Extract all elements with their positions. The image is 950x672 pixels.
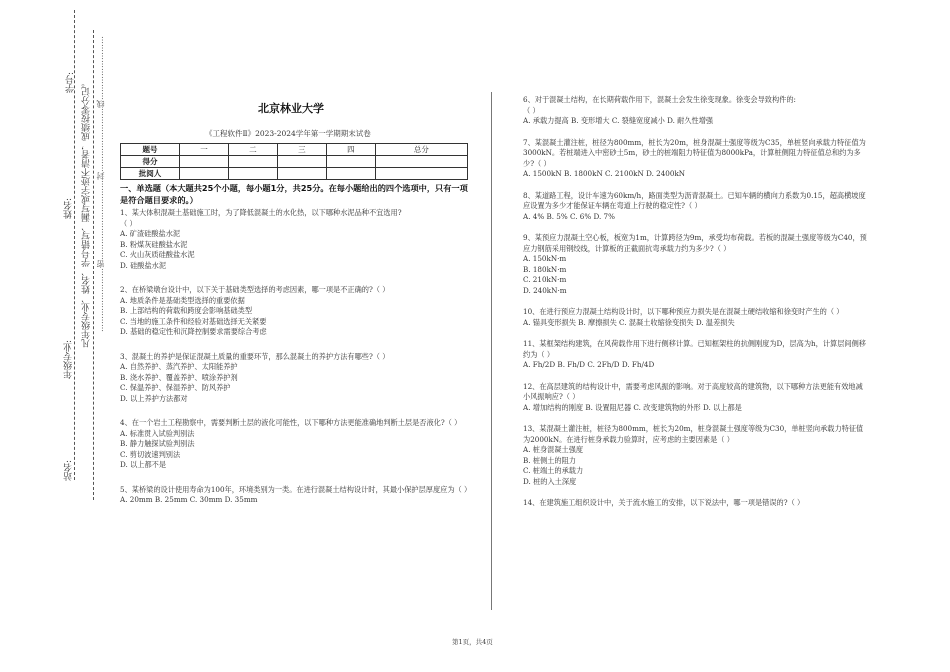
question-stem: 2、在桥梁墩台设计中，以下关于基础类型选择的考虑因素，哪一项是不正确的?（ ） [120,285,390,294]
question-block [120,485,472,506]
question-stem: 7、某混凝土灌注桩，桩径为800mm，桩长为20m，桩身混凝土强度等级为C35，单桩竖向承载力特征值为3000kN。若桩端进入中密砂土5m，砂土的桩端阻力特征值为8000kPa，计算桩侧阻力特征值总和约为多少?（ ） [523,137,866,168]
question-stem: 10、在进行预应力混凝土结构设计时，以下哪种预应力损失是在混凝土硬结收缩和徐变时产生的（ ） [523,307,844,316]
answer-option: B. 180kN·m [523,264,567,274]
answer-option: B. 上部结构的荷载和跨度会影响基础类型 [120,306,253,315]
score-cell: 一 [180,144,229,156]
question-stem: 4、在一个岩土工程勘察中，需要判断土层的液化可能性，以下哪种方法更能准确地判断土层是否液化?（ ） [120,418,462,427]
binding-line-left [74,10,75,480]
section-heading: 一、单选题（本大题共25个小题，每小题1分，共25分。在每小题给出的四个选项中，只有一项是符合题目要求的。） [120,183,468,205]
left-question-column [120,208,472,506]
answer-option: D. 以上养护方法都对 [120,393,188,403]
answer-option: A. 承载力提高 B. 变形增大 C. 裂缝宽度减小 D. 耐久性增强 [523,116,714,125]
question-block [523,191,868,234]
answer-option: D. 硅酸盐水泥 [120,260,167,270]
score-row-label: 得分 [121,156,180,168]
answer-option: B. 粉煤灰硅酸盐水泥 [120,239,188,249]
seal-line-text: ……………………密…………………………封……………………线…………………… [96,36,105,332]
score-table-row [121,168,468,180]
question-block [120,208,472,285]
answer-option: D. 桩的入土深度 [523,476,577,486]
answer-option: A. 4% B. 5% C. 6% D. 7% [523,211,615,221]
binding-warning-text: 凡年级专业、姓名、学号错写、漏写或字迹不清者，成绩按零分记。 [82,78,92,348]
question-stem: 13、某混凝土灌注桩，桩径为800mm，桩长为20m，桩身混凝土强度等级为C30，单桩竖向承载力特征值为2000kN。在进行桩身承载力验算时，应考虑的主要因素是（ ） [523,424,864,444]
answer-option: C. 火山灰质硅酸盐水泥 [120,250,195,259]
page-footer: 第1页，共4页 [452,638,493,646]
university-title: 北京林业大学 [258,102,324,115]
question-block [523,382,868,425]
question-block [523,339,868,382]
question-block [523,498,868,509]
question-stem: 12、在高层建筑的结构设计中，需要考虑风振的影响。对于高度较高的建筑物，以下哪种方法更能有效地减小风振响应?（ ） [523,381,863,401]
answer-option: A. 1500kN B. 1800kN C. 2100kN D. 2400kN [523,169,686,178]
question-block [523,95,868,138]
answer-paren: （ ） [523,105,540,115]
question-block [120,285,472,352]
answer-option: D. 以上都不是 [120,460,167,469]
answer-option: D. 基础的稳定性和沉降控制要求需要综合考虑 [120,327,267,336]
score-cell: 三 [277,144,326,156]
answer-option: A. 增加结构的刚度 B. 设置阻尼器 C. 改变建筑物的外形 D. 以上都是 [523,402,742,412]
question-block [523,424,868,498]
question-stem: 14、在建筑施工组织设计中，关于流水施工的安排，以下说法中，哪一项是错误的?（ ） [523,498,805,507]
answer-option: A. Fh/2D B. Fh/D C. 2Fh/D D. Fh/4D [523,360,655,369]
question-block [523,307,868,339]
answer-option: A. 自然养护、蒸汽养护、太阳能养护 [120,362,238,371]
score-cell: 四 [326,144,375,156]
answer-option: C. 保温养护、保湿养护、防风养护 [120,383,231,392]
answer-option: A. 矿渣硅酸盐水泥 [120,229,181,238]
score-table [120,143,468,180]
question-block [523,233,868,307]
answer-option: A. 锚具变形损失 B. 摩擦损失 C. 混凝土收缩徐变损失 D. 温差损失 [523,317,735,327]
score-table-header-row [121,144,468,156]
score-table-row [121,156,468,168]
question-block [120,418,472,485]
binding-line-right [93,30,94,500]
column-divider [491,92,492,610]
answer-option: A. 标准贯入试验判别法 [120,428,195,438]
answer-option: A. 桩身混凝土强度 [523,445,584,454]
question-block [523,138,868,191]
answer-option: C. 桩端土的承载力 [523,466,584,475]
answer-option: B. 浇水养护、覆盖养护、喷涂养护剂 [120,372,238,382]
answer-option: C. 当地的施工条件和经验对基础选择无关紧要 [120,316,267,326]
answer-option: D. 240kN·m [523,285,567,295]
station-label: 站名: [64,460,74,482]
name-label: 姓名: [64,198,74,220]
question-block [120,352,472,419]
answer-option: C. 剪切波速判别法 [120,449,181,459]
exam-subtitle: 《工程软件Ⅱ》2023-2024学年第一学期期末试卷 [205,129,371,138]
question-stem: 9、某预应力混凝土空心板，板宽为1m，计算跨径为9m，承受均布荷载。若板的混凝土强度等级为C40，预应力钢筋采用钢绞线，计算板的正截面抗弯承载力约为多少?（ ） [523,233,867,253]
question-stem: 1、某大体积混凝土基础施工时，为了降低混凝土的水化热，以下哪种水泥品种不宜选用? [120,208,402,217]
answer-option: A. 地质条件是基础类型选择的重要依据 [120,295,245,305]
answer-option: C. 210kN·m [523,275,567,284]
question-stem: 6、对于混凝土结构，在长期荷载作用下，混凝土会发生徐变现象。徐变会导致构件的: [523,95,796,104]
student-id-label: 学号: [66,72,76,94]
question-stem: 5、某桥梁的设计使用寿命为100年，环境类别为一类。在进行混凝土结构设计时，其最小保护层厚度应为（ ） [120,484,472,494]
question-stem: 3、混凝土的养护是保证混凝土质量的重要环节，那么混凝土的养护方法有哪些?（ ） [120,351,390,361]
major-label: 年级专业: [64,340,74,380]
score-cell: 总分 [375,144,467,156]
score-cell: 二 [228,144,277,156]
grader-row-label: 批阅人 [121,168,180,180]
answer-option: A. 20mm B. 25mm C. 30mm D. 35mm [120,495,258,504]
question-stem: 8、某道路工程，设计车速为60km/h，路面类型为沥青混凝土。已知车辆的横向力系数为0.15，超高横坡度应设置为多少才能保证车辆在弯道上行驶的稳定性?（ ） [523,190,866,210]
right-question-column [523,95,868,509]
score-cell: 题号 [121,144,180,156]
answer-paren: （ ） [120,218,137,228]
answer-option: A. 150kN·m [523,254,567,263]
answer-option: B. 桩侧土的阻力 [523,455,576,465]
question-stem: 11、某框架结构建筑，在风荷载作用下进行侧移计算。已知框架柱的抗侧刚度为D，层高为h，计算层间侧移约为（ ） [523,339,866,359]
answer-option: B. 静力触探试验判别法 [120,439,195,448]
